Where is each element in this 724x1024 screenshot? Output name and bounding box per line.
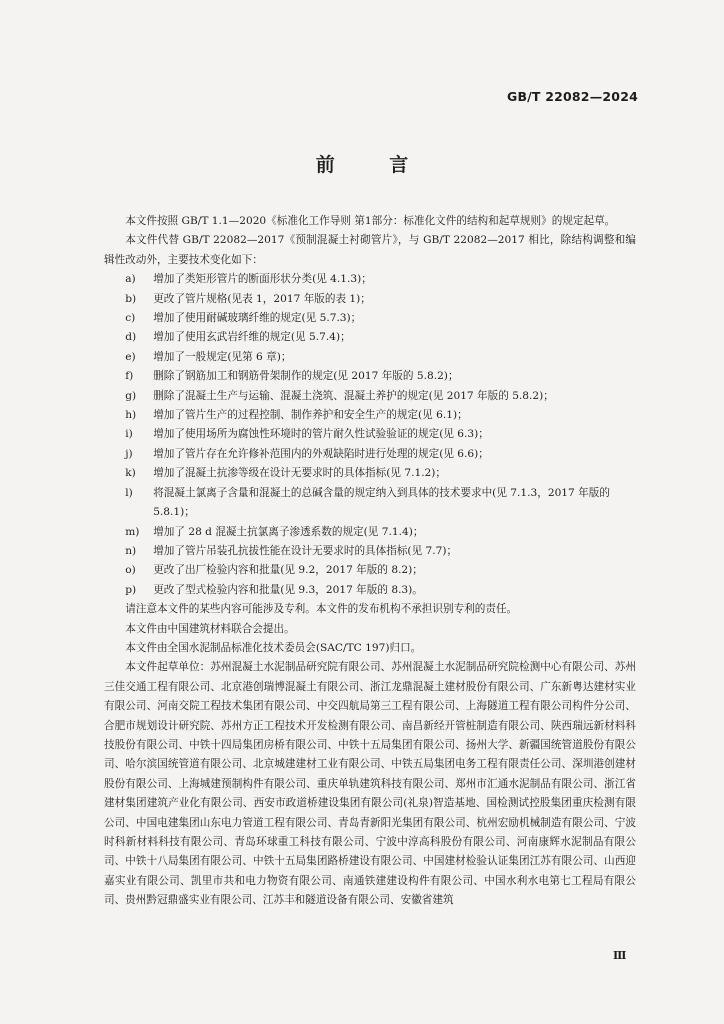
list-item-mark: h) — [125, 409, 137, 422]
list-item-mark: a) — [125, 273, 136, 286]
list-item — [104, 484, 636, 523]
standard-code: GB/T 22082—2024 — [506, 89, 638, 104]
paragraph-proposer: 本文件由中国建筑材料联合会提出。 — [125, 622, 295, 635]
page-number: Ⅲ — [613, 949, 627, 962]
list-item-text: 增加了 28 d 混凝土抗氯离子渗透系数的规定(见 7.1.4)； — [153, 525, 424, 538]
list-item-text: 更改了管片规格(见表 1，2017 年版的表 1)； — [153, 292, 371, 305]
list-item — [104, 309, 636, 328]
list-item-mark: m) — [125, 525, 140, 538]
list-item-mark: j) — [125, 447, 133, 460]
paragraph-drafting-rules: 本文件按照 GB/T 1.1—2020《标准化工作导则 第1部分：标准化文件的结构和起草规则》的规定起草。 — [125, 215, 616, 227]
list-item-text: 增加了管片生产的过程控制、制作养护和安全生产的规定(见 6.1)； — [153, 409, 468, 422]
list-item — [104, 270, 636, 289]
list-item-mark: n) — [125, 544, 137, 557]
list-item-mark: p) — [125, 583, 137, 596]
list-item-text: 增加了一般规定(见第 6 章)； — [153, 350, 292, 363]
list-item-text: 更改了型式检验内容和批量(见 9.3，2017 年版的 8.3)。 — [153, 583, 423, 596]
list-item-text: 更改了出厂检验内容和批量(见 9.2，2017 年版的 8.2)； — [153, 564, 423, 577]
list-item — [104, 348, 636, 367]
list-item — [104, 445, 636, 464]
list-item-text: 删除了钢筋加工和钢筋骨架制作的规定(见 2017 年版的 5.8.2)； — [153, 370, 459, 383]
list-item-mark: e) — [125, 350, 136, 363]
list-item-text: 删除了混凝土生产与运输、混凝土浇筑、混凝土养护的规定(见 2017 年版的 5.8.2)； — [153, 389, 554, 402]
list-item-text: 将混凝土氯离子含量和混凝土的总碱含量的规定纳入到具体的技术要求中(见 7.1.3，2017 年版的 5.8.1)； — [153, 486, 610, 519]
list-item — [104, 367, 636, 386]
list-item — [104, 290, 636, 309]
list-item-text: 增加了混凝土抗渗等级在设计无要求时的具体指标(见 7.1.2)； — [153, 467, 447, 480]
list-item-mark: i) — [125, 428, 133, 441]
list-item-text: 增加了管片吊装孔抗拔性能在设计无要求时的具体指标(见 7.7)； — [153, 544, 458, 557]
list-item-text: 增加了管片存在允许修补范围内的外观缺陷时进行处理的规定(见 6.6)； — [153, 447, 489, 460]
paragraph-drafting-units: 本文件起草单位：苏州混凝土水泥制品研究院有限公司、苏州混凝土水泥制品研究院检测中心有限公司、苏州三佳交通工程有限公司、北京港创瑞博混凝土有限公司、浙江龙鼎混凝土建材股份有限公司、广东新粤达建材实业有限公司、河南交院工程技术集团有限公司、中交四航局第三工程有限公司、上海隧道工程有限公司构件分公司、合肥市规划设计研究院、苏州方正工程技术开发检测有限公司、南昌新经开管桩制造有限公司、陕西瑞远新材料科技股份有限公司、中铁十四局集团房桥有限公司、中铁十五局集团有限公司、扬州大学、新疆国统管道股份有限公司、哈尔滨国统管道有限公司、北京城建建材工业有限公司、中铁五局集团电务工程有限责任公司、深圳港创建材股份有限公司、上海城建预制构件有限公司、重庆单轨建筑科技有限公司、郑州市汇通水泥制品有限公司、浙江省建材集团建筑产业化有限公司、西安市政道桥建设集团有限公司(礼泉)智造基地、国检测试控股集团重庆检测有限公司、中国电建集团山东电力管道工程有限公司、青岛青新阳光集团有限公司、杭州宏励机械制造有限公司、宁波时科新材料科技有限公司、青岛环球重工科技有限公司、宁波中淳高科股份有限公司、河南康辉水泥制品有限公司、中铁十八局集团有限公司、中铁十五局集团路桥建设有限公司、中国建材检验认证集团江苏有限公司、山西迎嘉实业有限公司、凯里市共和电力物资有限公司、南通铁建建设构件有限公司、中国水利水电第七工程局有限公司、贵州黔冠鼎盛实业有限公司、江苏丰和隧道设备有限公司、安徽省建筑 — [104, 661, 636, 907]
list-item — [104, 328, 636, 347]
list-item-text: 增加了使用场所为腐蚀性环境时的管片耐久性试验验证的规定(见 6.3)； — [153, 428, 489, 441]
list-item-mark: c) — [125, 312, 136, 325]
list-item-mark: b) — [125, 292, 137, 305]
paragraph-patent-notice: 请注意本文件的某些内容可能涉及专利。本文件的发布机构不承担识别专利的责任。 — [125, 603, 518, 616]
document-body — [104, 212, 636, 911]
list-item-text: 增加了使用玄武岩纤维的规定(见 5.7.4)； — [153, 331, 351, 344]
list-item — [104, 561, 636, 580]
list-item-mark: f) — [125, 370, 134, 383]
list-item-mark: k) — [125, 467, 136, 480]
list-item — [104, 406, 636, 425]
list-item-mark: g) — [125, 389, 137, 402]
paragraph-technical-committee: 本文件由全国水泥制品标准化技术委员会(SAC/TC 197)归口。 — [125, 641, 422, 654]
list-item — [104, 464, 636, 483]
list-item-text: 增加了使用耐碱玻璃纤维的规定(见 5.7.3)； — [153, 312, 362, 325]
list-item — [104, 523, 636, 542]
paragraph-replacement-note: 本文件代替 GB/T 22082—2017《预制混凝土衬砌管片》，与 GB/T 22082—2017 相比，除结构调整和编辑性改动外，主要技术变化如下： — [104, 234, 636, 266]
list-item-text: 增加了类矩形管片的断面形状分类(见 4.1.3)； — [153, 273, 372, 286]
list-item — [104, 542, 636, 561]
list-item-mark: o) — [125, 564, 136, 577]
list-item-mark: d) — [125, 331, 137, 344]
list-item — [104, 581, 636, 600]
list-item — [104, 387, 636, 406]
list-item — [104, 425, 636, 444]
list-item-mark: l) — [125, 486, 133, 499]
change-list — [104, 270, 636, 600]
page-title: 前 言 — [315, 154, 433, 176]
